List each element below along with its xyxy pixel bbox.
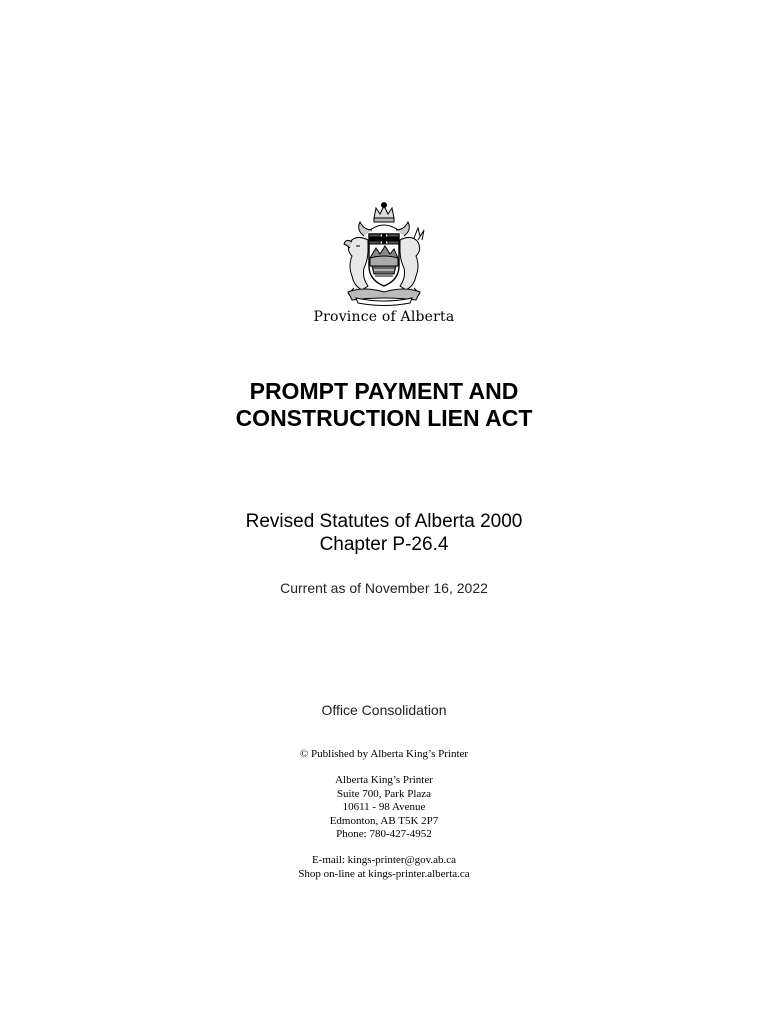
phone-number: Phone: 780-427-4952 xyxy=(336,828,432,840)
address-city: Edmonton, AB T5K 2P7 xyxy=(329,814,439,827)
act-title-line-2: CONSTRUCTION LIEN ACT xyxy=(235,405,533,431)
chapter-number: Chapter P-26.4 xyxy=(319,534,449,555)
publisher-contact xyxy=(0,854,768,881)
alberta-coat-of-arms-icon xyxy=(334,200,434,306)
shop-online-link: Shop on-line at kings-printer.alberta.ca xyxy=(298,867,470,880)
province-name: Province of Alberta xyxy=(313,309,455,325)
act-title xyxy=(0,378,768,432)
statute-reference xyxy=(0,510,768,556)
act-title-line-1: PROMPT PAYMENT AND xyxy=(249,378,519,404)
address-suite: Suite 700, Park Plaza xyxy=(336,787,432,800)
publisher-address xyxy=(0,774,768,842)
statute-name: Revised Statutes of Alberta 2000 xyxy=(245,511,523,532)
publisher-name: Alberta King’s Printer xyxy=(335,774,433,786)
address-street: 10611 - 98 Avenue xyxy=(342,801,426,813)
publisher-notice: © Published by Alberta King’s Printer xyxy=(299,748,469,760)
office-consolidation-label: Office Consolidation xyxy=(321,702,447,718)
current-as-of-date: Current as of November 16, 2022 xyxy=(280,580,488,596)
email-address: E-mail: kings-printer@gov.ab.ca xyxy=(311,854,457,866)
